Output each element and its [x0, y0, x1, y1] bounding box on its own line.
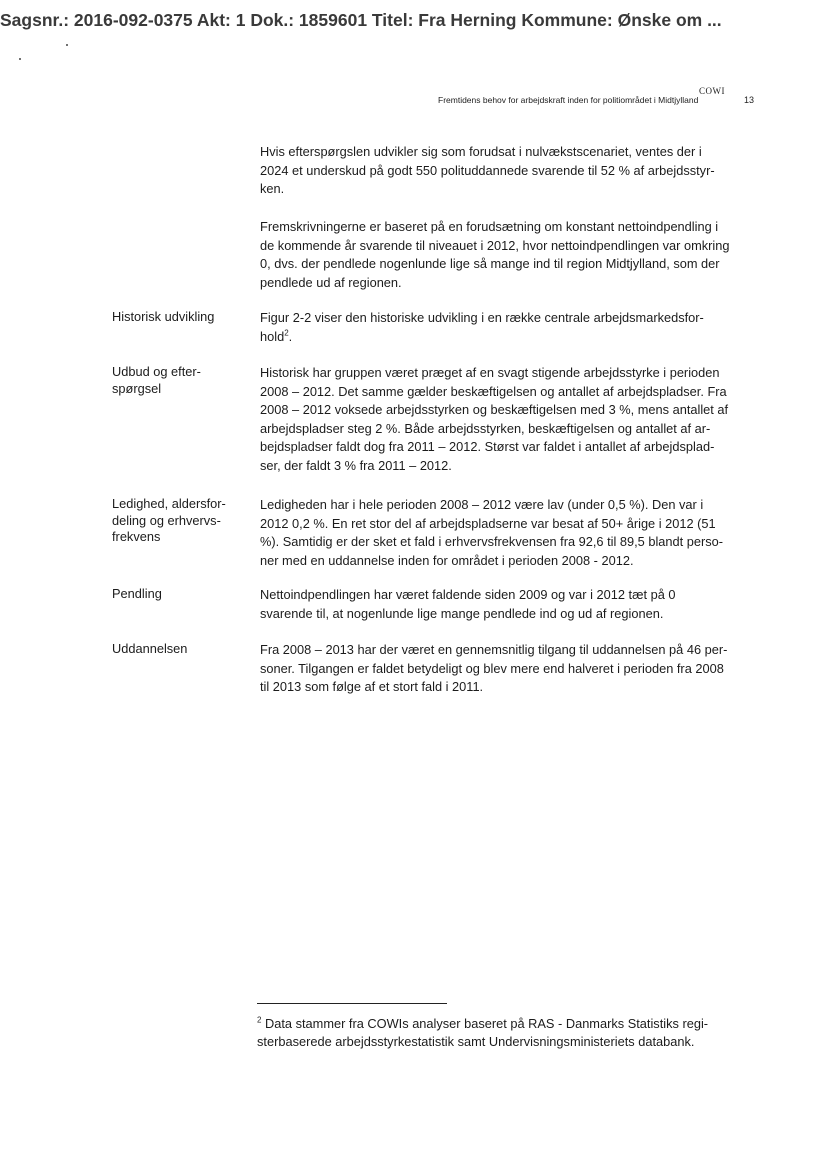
footnote-divider	[257, 1003, 447, 1004]
text-line: pendlede ud af regionen.	[260, 274, 402, 290]
label-line: deling og erhvervs-	[112, 512, 221, 528]
text-line: de kommende år svarende til niveauet i 2012, hvor nettoindpendlingen var omkring	[260, 237, 730, 253]
margin-label-pendling	[112, 586, 252, 603]
label-line: Historisk udvikling	[112, 309, 215, 324]
label-line: Uddannelsen	[112, 641, 188, 656]
section-uddannelsen	[260, 641, 760, 697]
footnote-line	[257, 1015, 757, 1033]
text-line: Fra 2008 – 2013 har der været en gennemsnitlig tilgang til uddannelsen på 46 per-	[260, 642, 728, 657]
text-line: til 2013 som følge af et stort fald i 2011.	[260, 679, 484, 694]
text-line: arbejdspladser steg 2 %. Både arbejdsstyrken, beskæftigelsen og antallet af ar-	[260, 420, 711, 436]
section-pendling	[260, 586, 760, 623]
scan-speck	[66, 44, 68, 46]
margin-label-uddannelsen	[112, 641, 252, 658]
text-line: Fremskrivningerne er baseret på en forudsætning om konstant nettoindpendling i	[260, 219, 719, 234]
text-line: soner. Tilgangen er faldet betydeligt og blev mere end halveret i perioden fra 2008	[260, 660, 724, 676]
text-line: bejdspladser faldt dog fra 2011 – 2012. Størst var faldet i antallet af arbejdsplad-	[260, 439, 715, 454]
scan-speck	[19, 58, 21, 60]
text-line: hold$^2$.	[260, 328, 293, 344]
section-udbud	[260, 364, 760, 475]
label-line: frekvens	[112, 529, 161, 544]
text-line: Hvis efterspørgslen udvikler sig som forudsat i nulvækstscenariet, ventes der i	[260, 144, 702, 159]
text-line: ser, der faldt 3 % fra 2011 – 2012.	[260, 457, 452, 473]
text-line: Historisk har gruppen været præget af en svagt stigende arbejdsstyrke i perioden	[260, 365, 720, 380]
footnote-ref: 2	[284, 328, 289, 338]
text-line: ken.	[260, 181, 285, 196]
text-line: ner med en uddannelse inden for området i perioden 2008 - 2012.	[260, 552, 634, 568]
footnote-text: Data stammer fra COWIs analyser baseret på RAS - Danmarks Statistiks regi-	[261, 1016, 709, 1031]
text-line: 2008 – 2012 voksede arbejdsstyrken og beskæftigelsen med 3 %, mens antallet af	[260, 402, 729, 417]
margin-label-ledighed	[112, 496, 252, 546]
label-line: Udbud og efter-	[112, 364, 201, 379]
running-title: Fremtidens behov for arbejdskraft inden for politiområdet i Midtjylland	[438, 95, 699, 105]
text-fragment: hold	[260, 328, 285, 344]
text-line: Nettoindpendlingen har været faldende siden 2009 og var i 2012 tæt på 0	[260, 587, 676, 602]
footnote	[257, 1015, 757, 1051]
margin-label-udbud	[112, 364, 252, 397]
text-line: 0, dvs. der pendlede nogenlunde lige så mange ind til region Midtjylland, som der	[260, 256, 720, 271]
footnote-marker: 2	[257, 1015, 262, 1025]
case-header: Sagsnr.: 2016-092-0375 Akt: 1 Dok.: 1859601 Titel: Fra Herning Kommune: Ønske om ...	[0, 10, 722, 30]
page-number: 13	[744, 95, 755, 105]
label-line: Ledighed, aldersfor-	[112, 496, 226, 511]
text-line: 2012 0,2 %. En ret stor del af arbejdspladserne var besat af 50+ årige i 2012 (51	[260, 515, 716, 531]
section-historisk	[260, 309, 760, 346]
section-ledighed	[260, 496, 760, 570]
text-line: Ledigheden har i hele perioden 2008 – 2012 være lav (under 0,5 %). Den var i	[260, 497, 704, 512]
label-line: Pendling	[112, 586, 162, 601]
cowi-logo: COWI	[699, 86, 725, 96]
text-line: svarende til, at nogenlunde lige mange pendlede ind og ud af regionen.	[260, 605, 664, 621]
text-line: Figur 2-2 viser den historiske udvikling i en række centrale arbejdsmarkedsfor-	[260, 310, 704, 325]
text-line: 2024 et underskud på godt 550 polituddannede svarende til 52 % af arbejdsstyr-	[260, 162, 715, 178]
footnote-line: sterbaserede arbejdsstyrkestatistik samt Undervisningsministeriets databank.	[257, 1034, 695, 1049]
text-line: 2008 – 2012. Det samme gælder beskæftigelsen og antallet af arbejdspladser. Fra	[260, 383, 727, 399]
label-line: spørgsel	[112, 380, 162, 396]
margin-label-historisk	[112, 309, 252, 326]
text-line: %). Samtidig er der sket et fald i erhvervsfrekvensen fra 92,6 til 89,5 blandt perso-	[260, 534, 724, 549]
intro-paragraph-2	[260, 218, 760, 292]
intro-paragraph-1	[260, 143, 760, 199]
